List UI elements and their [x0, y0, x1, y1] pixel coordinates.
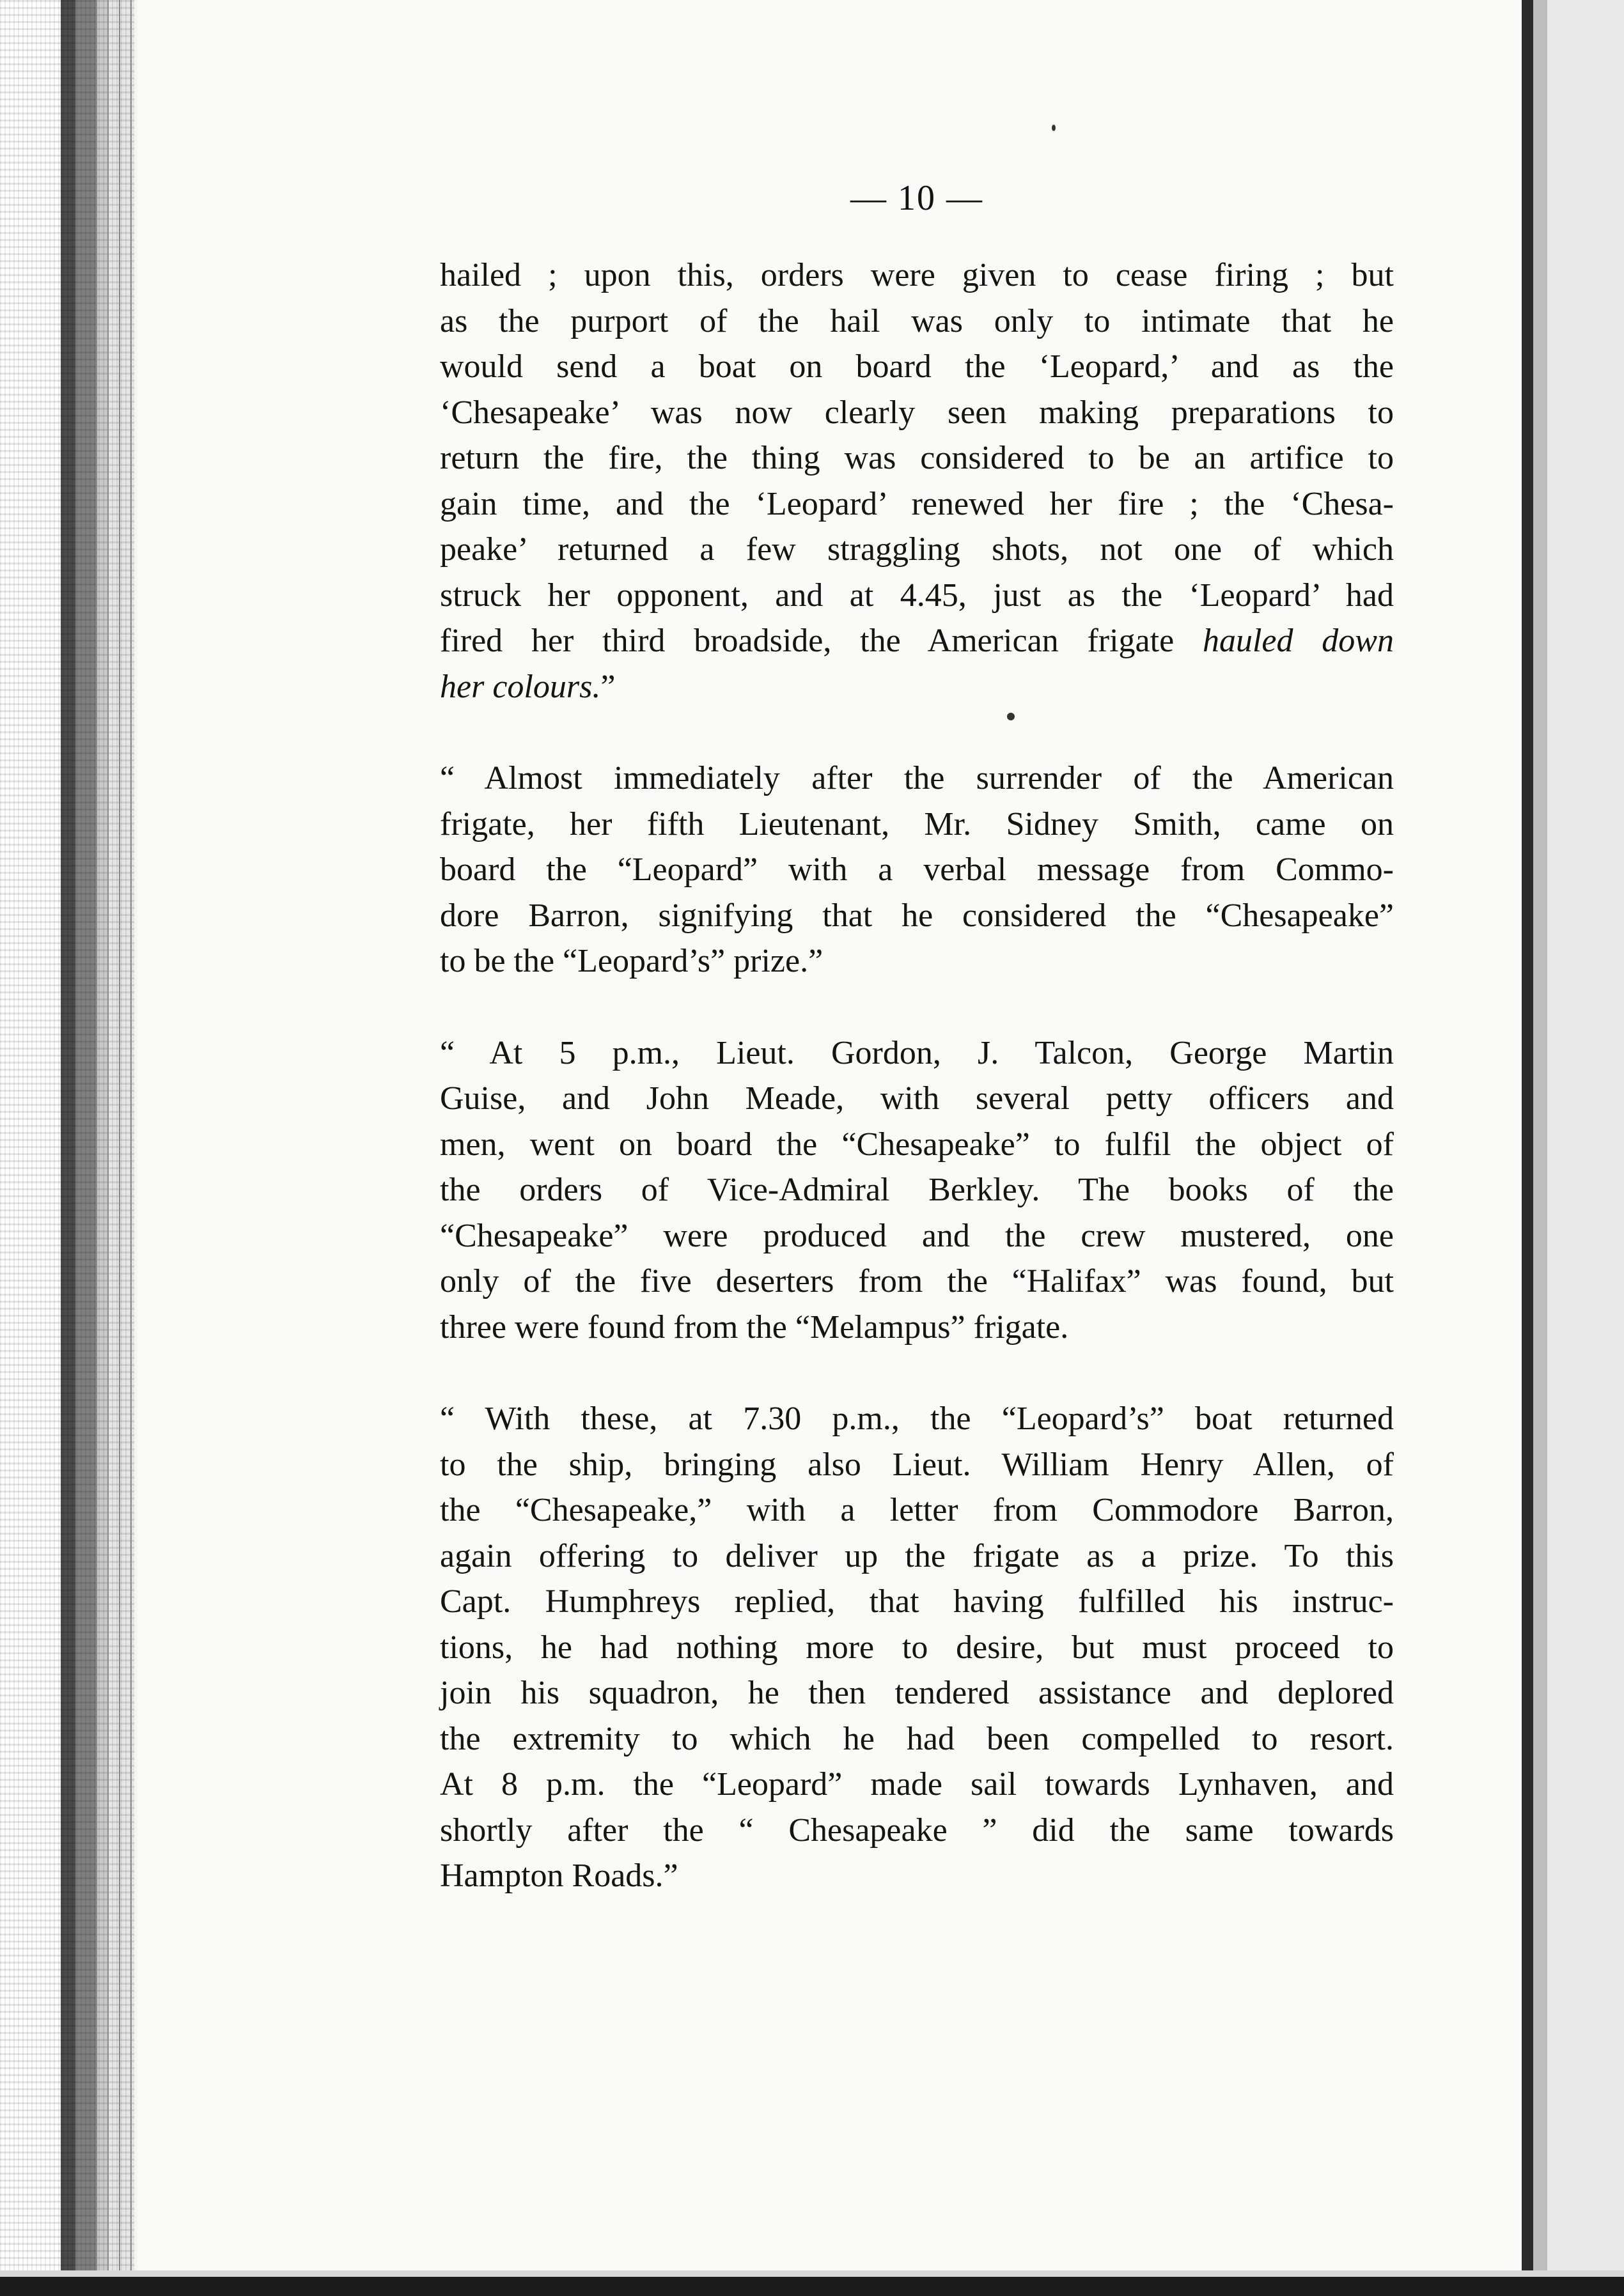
text-line: frigate, her fifth Lieutenant, Mr. Sidney Smith, came on [440, 805, 1394, 842]
text-line [440, 664, 1394, 710]
text-line: again offering to deliver up the frigate as a prize. To this [440, 1537, 1394, 1574]
text-line: ‘Chesapeake’ was now clearly seen making preparations to [440, 394, 1394, 431]
text-line: tions, he had nothing more to desire, but must proceed to [440, 1629, 1394, 1666]
text-run: fired her third broadside, the American frigate [440, 623, 1203, 659]
text-line: “ Almost immediately after the surrender of the American [440, 760, 1394, 796]
text-line: “Chesapeake” were produced and the crew mustered, one [440, 1217, 1394, 1254]
text-line: as the purport of the hail was only to intimate that he [440, 302, 1394, 339]
text-line: join his squadron, he then tendered assistance and deplored [440, 1675, 1394, 1711]
bottom-scan-edge [0, 2270, 1624, 2296]
text-line [440, 618, 1394, 664]
text-line: hailed ; upon this, orders were given to cease firing ; but [440, 257, 1394, 293]
text-line: “ With these, at 7.30 p.m., the “Leopard’s” boat returned [440, 1400, 1394, 1437]
text-line: would send a boat on board the ‘Leopard,’ and as the [440, 348, 1394, 385]
page-edge-line [119, 0, 120, 2296]
ink-speck [1052, 125, 1056, 131]
text-line: shortly after the “ Chesapeake ” did the same towards [440, 1811, 1394, 1849]
text-line: the “Chesapeake,” with a letter from Commodore Barron, [440, 1492, 1394, 1528]
text-line: board the “Leopard” with a verbal message from Commo- [440, 851, 1394, 888]
paragraph [440, 756, 1394, 984]
text-line: three were found from the “Melampus” frigate. [440, 1308, 1069, 1346]
text-line: to the ship, bringing also Lieut. William Henry Allen, of [440, 1446, 1394, 1483]
text-line: only of the five deserters from the “Halifax” was found, but [440, 1263, 1394, 1299]
body-text [440, 252, 1394, 1899]
book-binding-edge [0, 0, 134, 2296]
text-line: men, went on board the “Chesapeake” to fulfil the object of [440, 1126, 1394, 1163]
text-line: the extremity to which he had been compelled to resort. [440, 1720, 1394, 1757]
text-line: At 8 p.m. the “Leopard” made sail towards Lynhaven, and [440, 1766, 1394, 1803]
paragraph [440, 252, 1394, 710]
text-line: “ At 5 p.m., Lieut. Gordon, J. Talcon, George Martin [440, 1034, 1394, 1071]
italic-text: hauled down [1202, 623, 1394, 659]
text-line: return the fire, the thing was considered to be an artifice to [440, 440, 1394, 476]
text-line: Capt. Humphreys replied, that having fulfilled his instruc- [440, 1583, 1394, 1620]
right-page-edge [1522, 0, 1624, 2296]
page-edge-line [107, 0, 109, 2296]
text-line: to be the “Leopard’s” prize.” [440, 943, 824, 979]
italic-text: her colours. [440, 668, 601, 705]
page-edge-line [96, 0, 97, 2296]
text-line: gain time, and the ‘Leopard’ renewed her fire ; the ‘Chesa- [440, 485, 1394, 522]
text-line: struck her opponent, and at 4.45, just as the ‘Leopard’ had [440, 577, 1394, 614]
page-edge-line [130, 0, 132, 2296]
paragraph [440, 1396, 1394, 1899]
text-line: the orders of Vice-Admiral Berkley. The books of the [440, 1172, 1394, 1208]
page-number: — 10 — [850, 178, 983, 218]
paragraph [440, 1030, 1394, 1351]
text-run: ” [600, 668, 616, 705]
text-line: peake’ returned a few straggling shots, not one of which [440, 531, 1394, 568]
text-line: Hampton Roads.” [440, 1858, 678, 1894]
text-line: Guise, and John Meade, with several petty officers and [440, 1080, 1394, 1117]
text-line: dore Barron, signifying that he considered the “Chesapeake” [440, 897, 1394, 934]
